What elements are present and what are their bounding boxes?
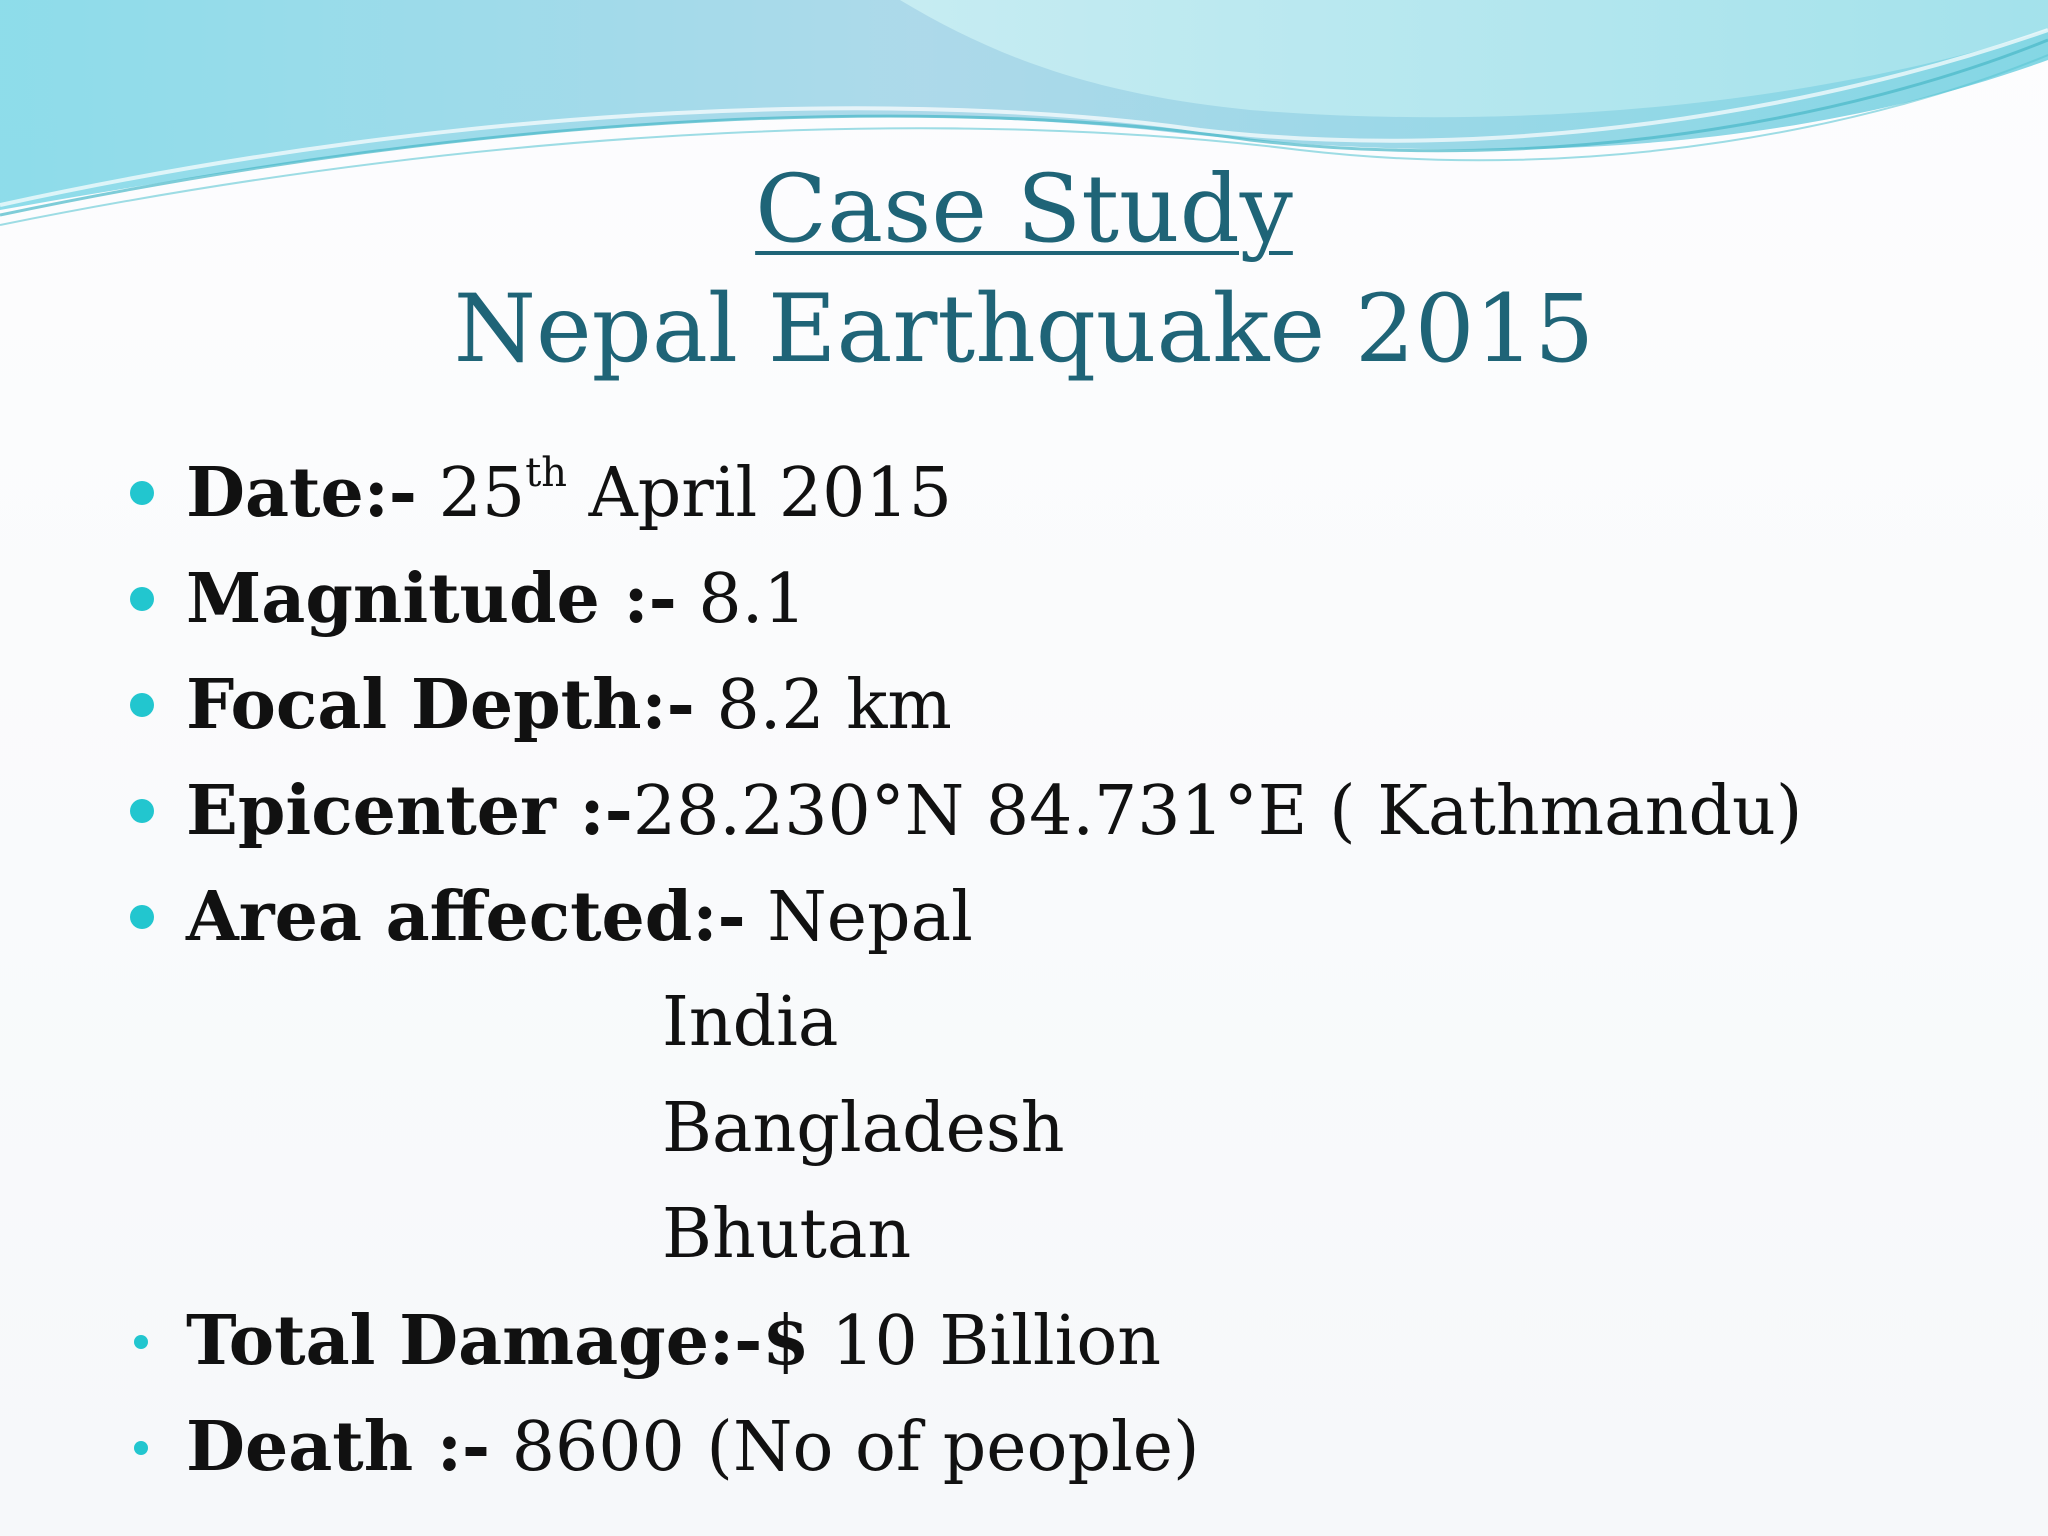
bullet-dot-icon	[134, 1441, 148, 1455]
slide-subtitle: Nepal Earthquake 2015	[453, 275, 1595, 384]
area-country: India	[662, 983, 839, 1062]
fact-value-rest: April 2015	[567, 454, 952, 533]
bullet-dot-icon	[130, 693, 154, 717]
fact-area-affected	[130, 864, 1802, 970]
area-country-row	[130, 1076, 1802, 1182]
fact-death	[130, 1394, 1802, 1500]
fact-magnitude	[130, 546, 1802, 652]
title-block	[0, 150, 2048, 390]
fact-label: Death :-	[186, 1407, 491, 1487]
fact-epicenter	[130, 758, 1802, 864]
fact-label: Magnitude :-	[186, 559, 677, 639]
bullet-dot-icon	[130, 481, 154, 505]
fact-value: 10 Billion	[809, 1302, 1162, 1381]
slide-title: Case Study	[755, 155, 1293, 264]
bullet-dot-icon	[130, 905, 154, 929]
fact-value: 25	[417, 454, 526, 533]
fact-value: 28.230°N 84.731°E ( Kathmandu)	[632, 772, 1803, 851]
area-country-row	[130, 970, 1802, 1076]
fact-label: Total Damage:-$	[186, 1301, 810, 1381]
bullet-dot-icon	[130, 587, 154, 611]
fact-value: 8600 (No of people)	[490, 1408, 1200, 1487]
area-country: Bhutan	[662, 1195, 912, 1274]
fact-label: Date:-	[186, 453, 418, 533]
fact-list	[130, 440, 1802, 1500]
bullet-dot-icon	[134, 1335, 148, 1349]
fact-date	[130, 440, 1802, 546]
fact-focal-depth	[130, 652, 1802, 758]
fact-label: Epicenter :-	[186, 771, 633, 851]
fact-label: Focal Depth:-	[186, 665, 695, 745]
fact-value	[746, 878, 768, 957]
fact-total-damage	[130, 1288, 1802, 1394]
area-country-row	[130, 1182, 1802, 1288]
area-country: Bangladesh	[662, 1089, 1065, 1168]
fact-label: Area affected:-	[186, 877, 746, 957]
fact-value: 8.2 km	[694, 666, 952, 745]
ordinal-suffix: th	[525, 450, 568, 496]
bullet-dot-icon	[130, 799, 154, 823]
fact-value: 8.1	[676, 560, 807, 639]
area-country: Nepal	[767, 878, 973, 957]
